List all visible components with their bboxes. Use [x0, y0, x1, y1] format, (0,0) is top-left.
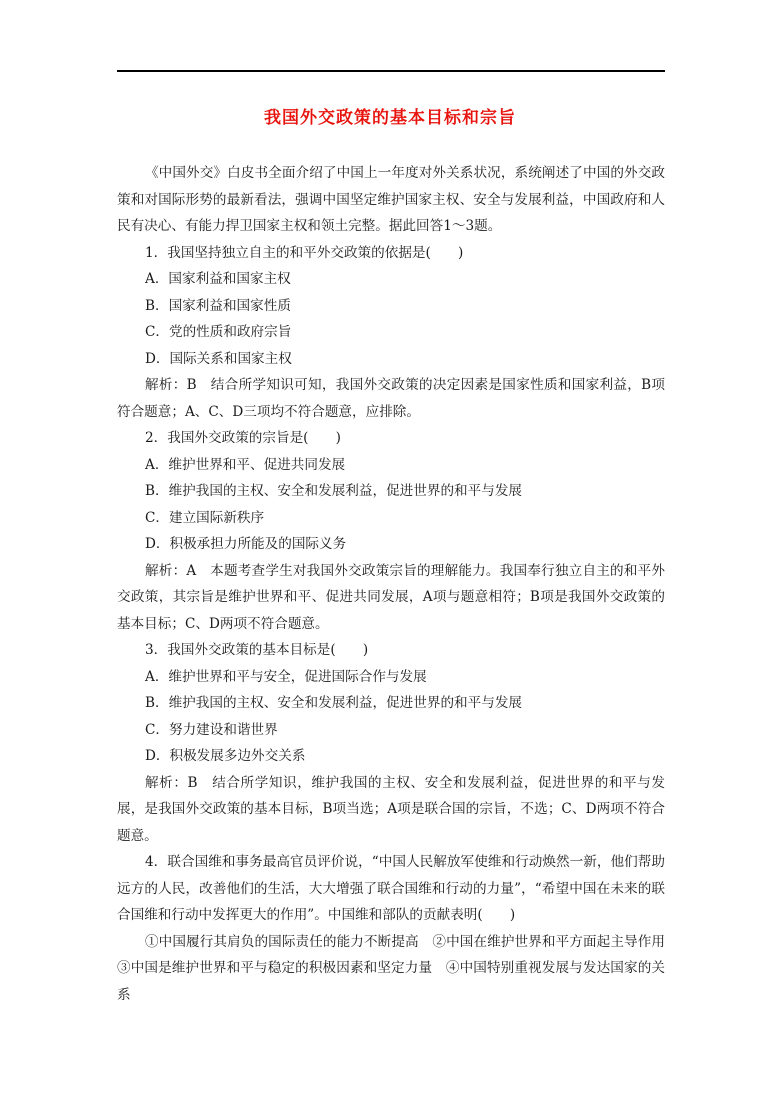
question-2-option-b: B．维护我国的主权、安全和发展利益，促进世界的和平与发展 [145, 483, 523, 499]
question-3-stem: 3．我国外交政策的基本目标是( ) [145, 642, 369, 658]
question-2-option-d: D．积极承担力所能及的国际义务 [145, 536, 347, 552]
question-3-analysis: 解析：B 结合所学知识，维护我国的主权、安全和发展利益，促进世界的和平与发展，是我国外交政策的基本目标，B项当选；A项是联合国的宗旨，不选；C、D两项不符合题意。 [117, 774, 665, 844]
question-4-stem: 4．联合国维和事务最高官员评价说，“中国人民解放军使维和行动焕然一新，他们帮助远方的人民，改善他们的生活，大大增强了联合国维和行动的力量”，“希望中国在未来的联合国维和行动中发挥更大的作用”。中国维和部队的贡献表明( ) [117, 854, 665, 923]
top-rule [117, 70, 665, 72]
intro-paragraph: 《中国外交》白皮书全面介绍了中国上一年度对外关系状况，系统阐述了中国的外交政策和对国际形势的最新看法，强调中国坚定维护国家主权、安全与发展利益，中国政府和人民有决心、有能力捍卫国家主权和领土完整。据此回答1～3题。 [117, 165, 665, 234]
question-3-option-b: B．维护我国的主权、安全和发展利益，促进世界的和平与发展 [145, 695, 523, 711]
question-2-option-a: A．维护世界和平、促进共同发展 [145, 456, 346, 473]
question-1-option-d: D．国际关系和国家主权 [145, 350, 292, 367]
question-4-choices: ①中国履行其肩负的国际责任的能力不断提高 ②中国在维护世界和平方面起主导作用 ③中国是维护世界和平与稳定的积极因素和坚定力量 ④中国特别重视发展与发达国家的关系 [117, 933, 679, 1003]
question-2-analysis: 解析：A 本题考查学生对我国外交政策宗旨的理解能力。我国奉行独立自主的和平外交政策，其宗旨是维护世界和平、促进共同发展，A项与题意相符；B项是我国外交政策的基本目标；C、D两项不符合题意。 [117, 562, 665, 632]
question-2-option-c: C．建立国际新秩序 [145, 509, 265, 526]
document-body [117, 160, 679, 1008]
question-3-option-d: D．积极发展多边外交关系 [145, 748, 306, 764]
question-3-option-a: A．维护世界和平与安全，促进国际合作与发展 [145, 668, 427, 685]
page-title: 我国外交政策的基本目标和宗旨 [264, 108, 516, 128]
question-1-option-b: B．国家利益和国家性质 [145, 297, 291, 314]
question-1-option-a: A．国家利益和国家主权 [145, 271, 291, 287]
question-1-option-c: C．党的性质和政府宗旨 [145, 324, 292, 340]
question-1-stem: 1．我国坚持独立自主的和平外交政策的依据是( ) [145, 244, 464, 261]
question-1-analysis: 解析：B 结合所学知识可知，我国外交政策的决定因素是国家性质和国家利益，B项符合题意；A、C、D三项均不符合题意，应排除。 [117, 377, 665, 420]
question-3-option-c: C．努力建设和谐世界 [145, 721, 278, 738]
question-2-stem: 2．我国外交政策的宗旨是( ) [145, 430, 341, 446]
